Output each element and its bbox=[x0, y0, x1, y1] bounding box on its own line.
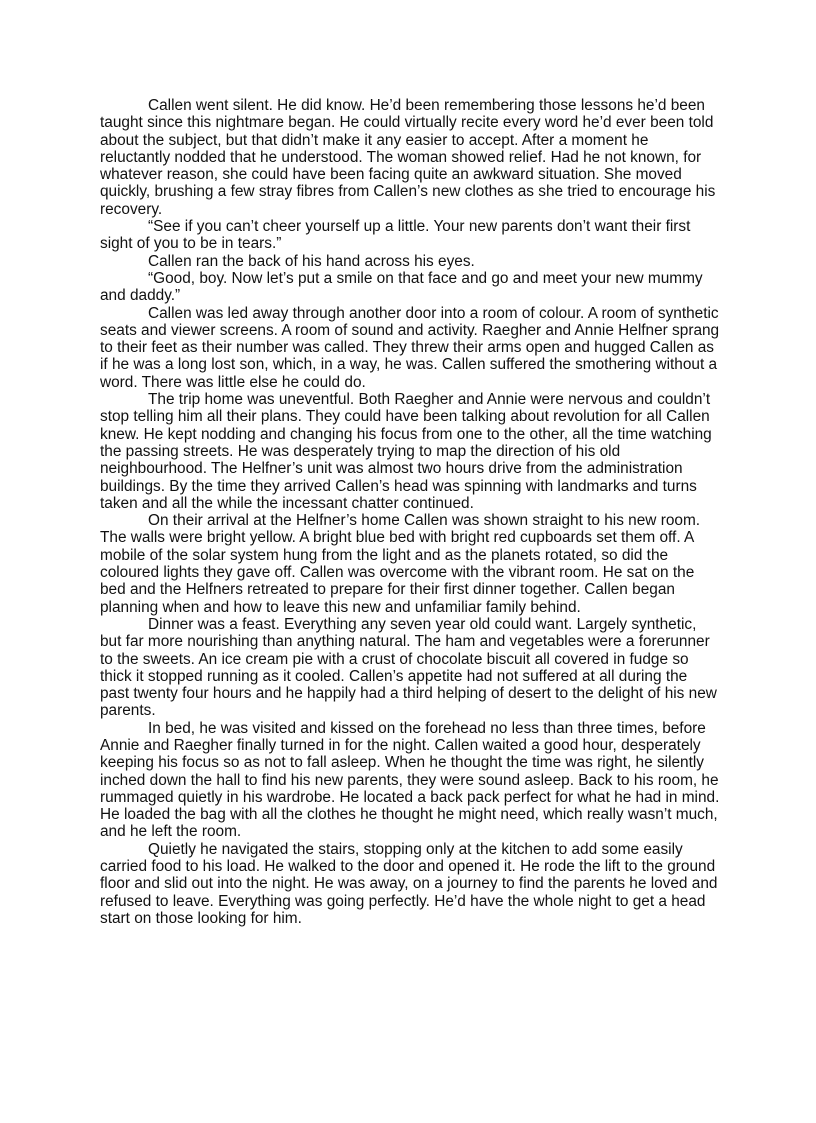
paragraph-9: In bed, he was visited and kissed on the forehead no less than three times, before Annie and Raegher finally turned in for the night. Callen waited a good hour, desperately keeping his focus so as not to fall asleep. When he thought the time was right, he silently inched down the hall to find his new parents, they were sound asleep. Back to his room, he rummaged quietly in his wardrobe. He located a back pack perfect for what he had in mind. He loaded the bag with all the clothes he thought he might need, which really wasn’t much, and he left the room. bbox=[100, 719, 720, 841]
paragraph-1: Callen went silent. He did know. He’d been remembering those lessons he’d been taught since this nightmare began. He could virtually recite every word he’d ever been told about the subject, but that didn’t make it any easier to accept. After a moment he reluctantly nodded that he understood. The woman showed relief. Had he not known, for whatever reason, she could have been facing quite an awkward situation. She moved quickly, brushing a few stray fibres from Callen’s new clothes as she tried to encourage his recovery. bbox=[100, 97, 716, 218]
paragraph-6: The trip home was uneventful. Both Raegher and Annie were nervous and couldn’t stop telling him all their plans. They could have been talking about revolution for all Callen knew. He kept nodding and changing his focus from one to the other, all the time watching the passing streets. He was desperately trying to map the direction of his old neighbourhood. The Helfner’s unit was almost two hours drive from the administration buildings. By the time they arrived Callen’s head was spinning with landmarks and turns taken and all the while the incessant chatter continued. bbox=[100, 391, 712, 512]
paragraph-7: On their arrival at the Helfner’s home Callen was shown straight to his new room. The walls were bright yellow. A bright blue bed with bright red cupboards set them off. A mobile of the solar system hung from the light and as the planets rotated, so did the coloured lights they gave off. Callen was overcome with the vibrant room. He sat on the bed and the Helfners retreated to prepare for their first dinner together. Callen began planning when and how to leave this new and unfamiliar family behind. bbox=[100, 512, 701, 616]
paragraph-10: Quietly he navigated the stairs, stopping only at the kitchen to add some easily carried food to his load. He walked to the door and opened it. He rode the lift to the ground floor and slid out into the night. He was away, on a journey to find the parents he loved and refused to leave. Everything was going perfectly. He’d have the whole night to get a head start on those looking for him. bbox=[100, 840, 718, 927]
paragraph-2: “See if you can’t cheer yourself up a little. Your new parents don’t want their first sight of you to be in tears.” bbox=[100, 218, 691, 253]
paragraph-4: “Good, boy. Now let’s put a smile on that face and go and meet your new mummy and daddy.” bbox=[100, 269, 703, 305]
paragraph-3: Callen ran the back of his hand across his eyes. bbox=[148, 252, 475, 270]
paragraph-5: Callen was led away through another door into a room of colour. A room of synthetic seats and viewer screens. A room of sound and activity. Raegher and Annie Helfner sprang to their feet as their number was called. They threw their arms open and hugged Callen as if he was a long lost son, which, in a way, he was. Callen suffered the smothering without a word. There was little else he could do. bbox=[100, 304, 720, 391]
document-page bbox=[100, 97, 720, 927]
paragraph-8: Dinner was a feast. Everything any seven year old could want. Largely synthetic, but far more nourishing than anything natural. The ham and vegetables were a forerunner to the sweets. An ice cream pie with a crust of chocolate biscuit all covered in fudge so thick it stopped running as it cooled. Callen’s appetite had not suffered at all during the past twenty four hours and he happily had a third helping of desert to the delight of his new parents. bbox=[100, 615, 717, 720]
